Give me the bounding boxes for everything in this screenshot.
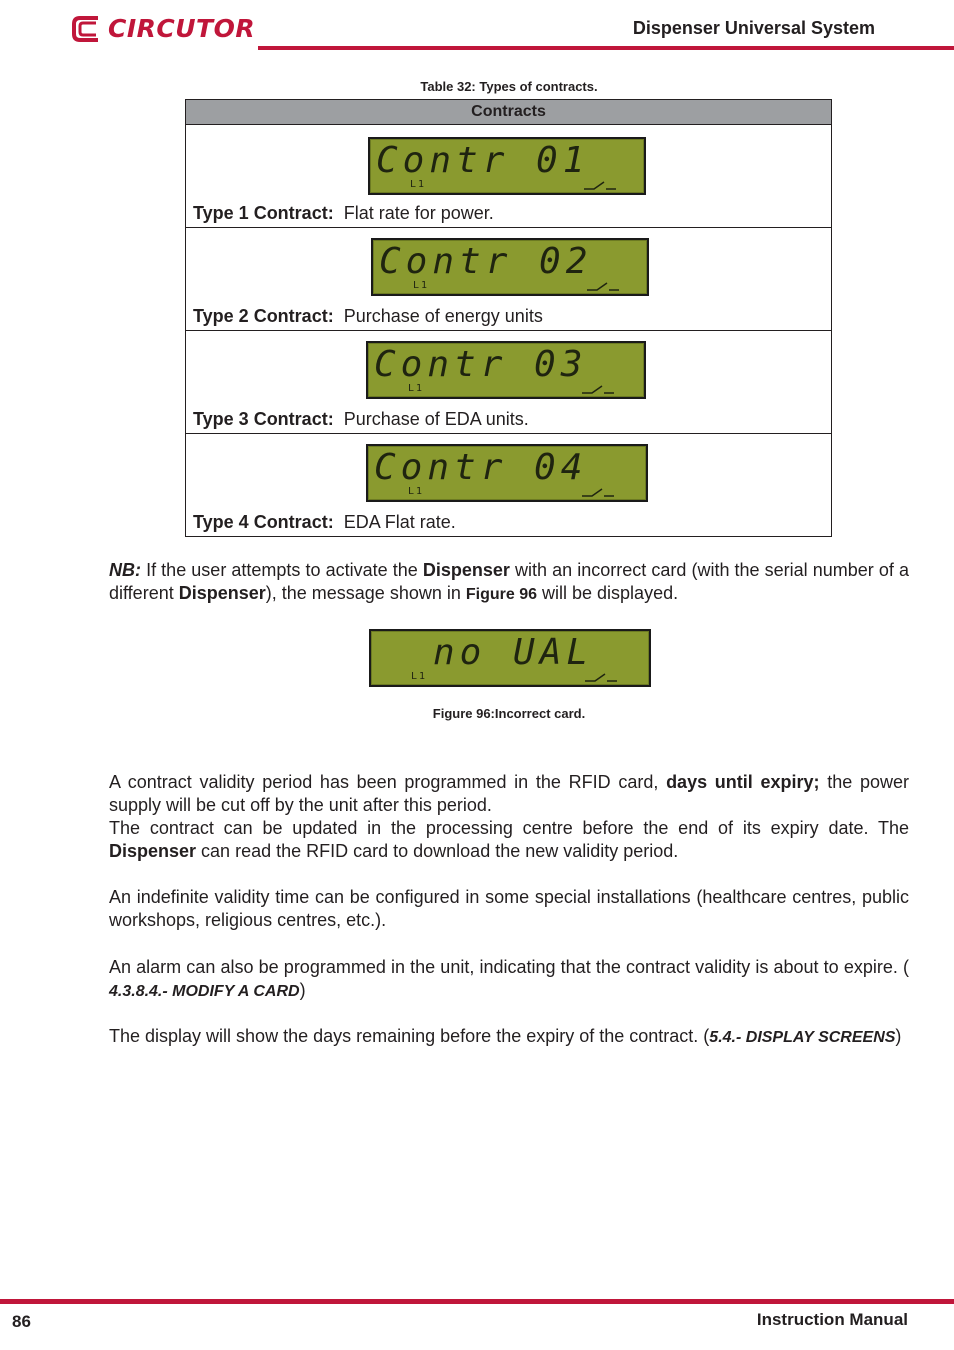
contract-type: Type 3 Contract: xyxy=(193,409,334,429)
contract-description: Purchase of energy units xyxy=(343,306,543,326)
contract-type: Type 4 Contract: xyxy=(193,512,334,532)
lcd-display xyxy=(368,137,646,195)
lcd-display xyxy=(366,341,646,399)
switch-icon xyxy=(583,671,619,683)
lcd-display xyxy=(366,444,648,502)
page-number: 86 xyxy=(12,1312,31,1331)
contract-row-label xyxy=(193,409,529,430)
table-row xyxy=(186,331,832,434)
switch-icon xyxy=(585,280,621,292)
switch-icon xyxy=(580,486,616,498)
note-prefix: NB: xyxy=(109,560,141,580)
body-text: ) xyxy=(299,980,306,1000)
table-row xyxy=(186,125,832,228)
lcd-text: Contr 04 xyxy=(374,447,588,488)
body-text: The contract can be updated in the processing centre before the end of its expiry date. The xyxy=(109,818,909,838)
lcd-text: no UAL xyxy=(433,632,594,673)
table-row xyxy=(186,228,832,331)
contracts-table xyxy=(185,99,832,537)
contract-row-label xyxy=(193,306,543,327)
note-text: ), the message shown in xyxy=(265,583,466,603)
contract-description: Flat rate for power. xyxy=(343,203,494,223)
body-paragraph xyxy=(109,1025,909,1049)
body-text: A contract validity period has been programmed in the RFID card, xyxy=(109,772,667,792)
contract-type: Type 2 Contract: xyxy=(193,306,334,326)
lcd-display xyxy=(371,238,649,296)
table-row xyxy=(186,434,832,537)
note-bold: Dispenser xyxy=(422,560,510,580)
body-text: can read the RFID card to download the new validity period. xyxy=(196,841,679,861)
note-text: will be displayed. xyxy=(537,583,679,603)
lcd-phase-label: L1 xyxy=(411,671,428,682)
body-bold: days until expiry; xyxy=(666,772,820,792)
lcd-text: Contr 01 xyxy=(376,140,590,181)
note-text: If the user attempts to activate the xyxy=(141,560,423,580)
note-text: with an incorrect card (with the serial number of a different xyxy=(109,560,909,603)
lcd-text: Contr 02 xyxy=(379,241,593,282)
contract-row-label xyxy=(193,512,456,533)
figure-reference: Figure 96 xyxy=(465,586,538,603)
incorrect-card-lcd xyxy=(369,629,651,687)
document-title: Dispenser Universal System xyxy=(632,18,875,38)
lcd-phase-label: L1 xyxy=(413,280,430,291)
footer-rule xyxy=(0,1299,954,1304)
lcd-phase-label: L1 xyxy=(408,383,425,394)
note-paragraph xyxy=(109,559,909,606)
body-paragraph xyxy=(109,886,909,932)
brand-name: CIRCUTOR xyxy=(108,14,256,43)
section-reference: 4.3.8.4.- MODIFY A CARD xyxy=(109,983,300,1000)
section-reference: 5.4.- DISPLAY SCREENS xyxy=(709,1029,896,1046)
body-paragraph xyxy=(109,771,909,863)
lcd-phase-label: L1 xyxy=(408,486,425,497)
figure-caption: Figure 96:Incorrect card. xyxy=(432,706,586,721)
circutor-logo xyxy=(70,12,256,46)
body-text: An alarm can also be programmed in the unit, indicating that the contract validity is about to expire. ( xyxy=(109,957,909,977)
body-text: the power supply will be cut off by the unit after this period. xyxy=(109,772,909,815)
body-paragraph xyxy=(109,956,909,1003)
contract-row-label xyxy=(193,203,494,224)
lcd-text: Contr 03 xyxy=(374,344,588,385)
contract-description: EDA Flat rate. xyxy=(343,512,456,532)
note-bold: Dispenser xyxy=(178,583,266,603)
switch-icon xyxy=(582,179,618,191)
logo-mark-icon xyxy=(70,12,104,46)
lcd-phase-label: L1 xyxy=(410,179,427,190)
body-text: The display will show the days remaining before the expiry of the contract. ( xyxy=(109,1026,710,1046)
body-text: An indefinite validity time can be configured in some special installations (healthcare centres, public workshops, religious centres, etc.). xyxy=(109,887,909,930)
body-text: ) xyxy=(895,1026,902,1046)
switch-icon xyxy=(580,383,616,395)
table-caption: Table 32: Types of contracts. xyxy=(420,79,598,94)
body-bold: Dispenser xyxy=(109,841,197,861)
contract-description: Purchase of EDA units. xyxy=(343,409,529,429)
header-rule xyxy=(258,46,954,50)
contract-type: Type 1 Contract: xyxy=(193,203,334,223)
footer-title: Instruction Manual xyxy=(756,1310,908,1329)
table-header: Contracts xyxy=(186,100,832,125)
